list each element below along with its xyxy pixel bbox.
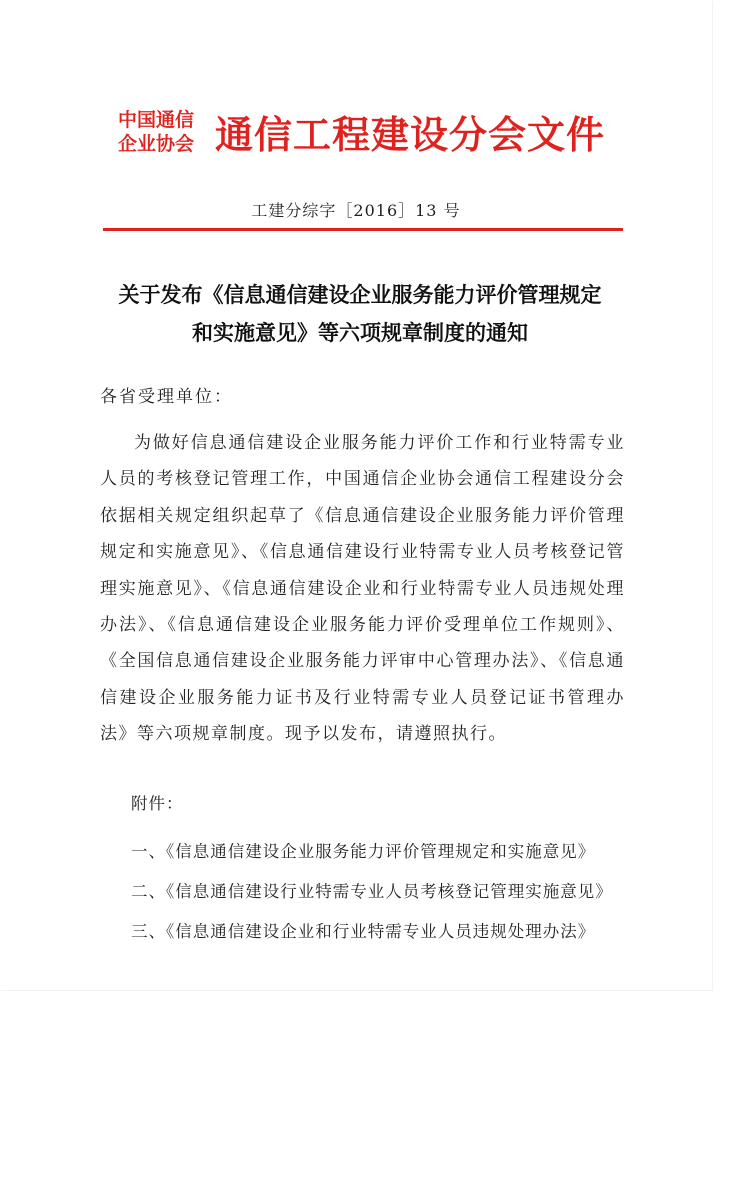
addressee: 各省受理单位：: [100, 387, 233, 407]
issuing-organization: [118, 108, 210, 156]
org-name-line-1: 中国通信: [118, 109, 195, 131]
attachment-list: [131, 790, 613, 952]
red-divider-line: [103, 228, 623, 231]
notice-title: [90, 276, 630, 352]
org-name-line-2: 企业协会: [118, 133, 195, 155]
notice-title-line-2: 和实施意见》等六项规章制度的通知: [192, 320, 528, 345]
document-number: 工建分综字［2016］13 号: [251, 201, 461, 220]
document-header-title: 通信工程建设分会文件: [215, 112, 606, 157]
notice-title-line-1: 关于发布《信息通信建设企业服务能力评价管理规定: [118, 282, 602, 307]
attachment-label: 附件：: [131, 794, 184, 813]
attachment-item: 一、《信息通信建设企业服务能力评价管理规定和实施意见》: [131, 842, 596, 861]
body-paragraph: 为做好信息通信建设企业服务能力评价工作和行业特需专业人员的考核登记管理工作，中国通信企业协会通信工程建设分会依据相关规定组织起草了《信息通信建设企业服务能力评价管理规定和实施意见》、《信息通信建设行业特需专业人员考核登记管理实施意见》、《信息通信建设企业和行业特需专业人员违规处理办法》、《信息通信建设企业服务能力评价受理单位工作规则》、《全国信息通信建设企业服务能力评审中心管理办法》、《信息通信建设企业服务能力证书及行业特需专业人员登记证书管理办法》等六项规章制度。现予以发布，请遵照执行。: [100, 433, 625, 745]
attachment-item: 二、《信息通信建设行业特需专业人员考核登记管理实施意见》: [131, 882, 613, 901]
attachment-item: 三、《信息通信建设企业和行业特需专业人员违规处理办法》: [131, 922, 596, 941]
